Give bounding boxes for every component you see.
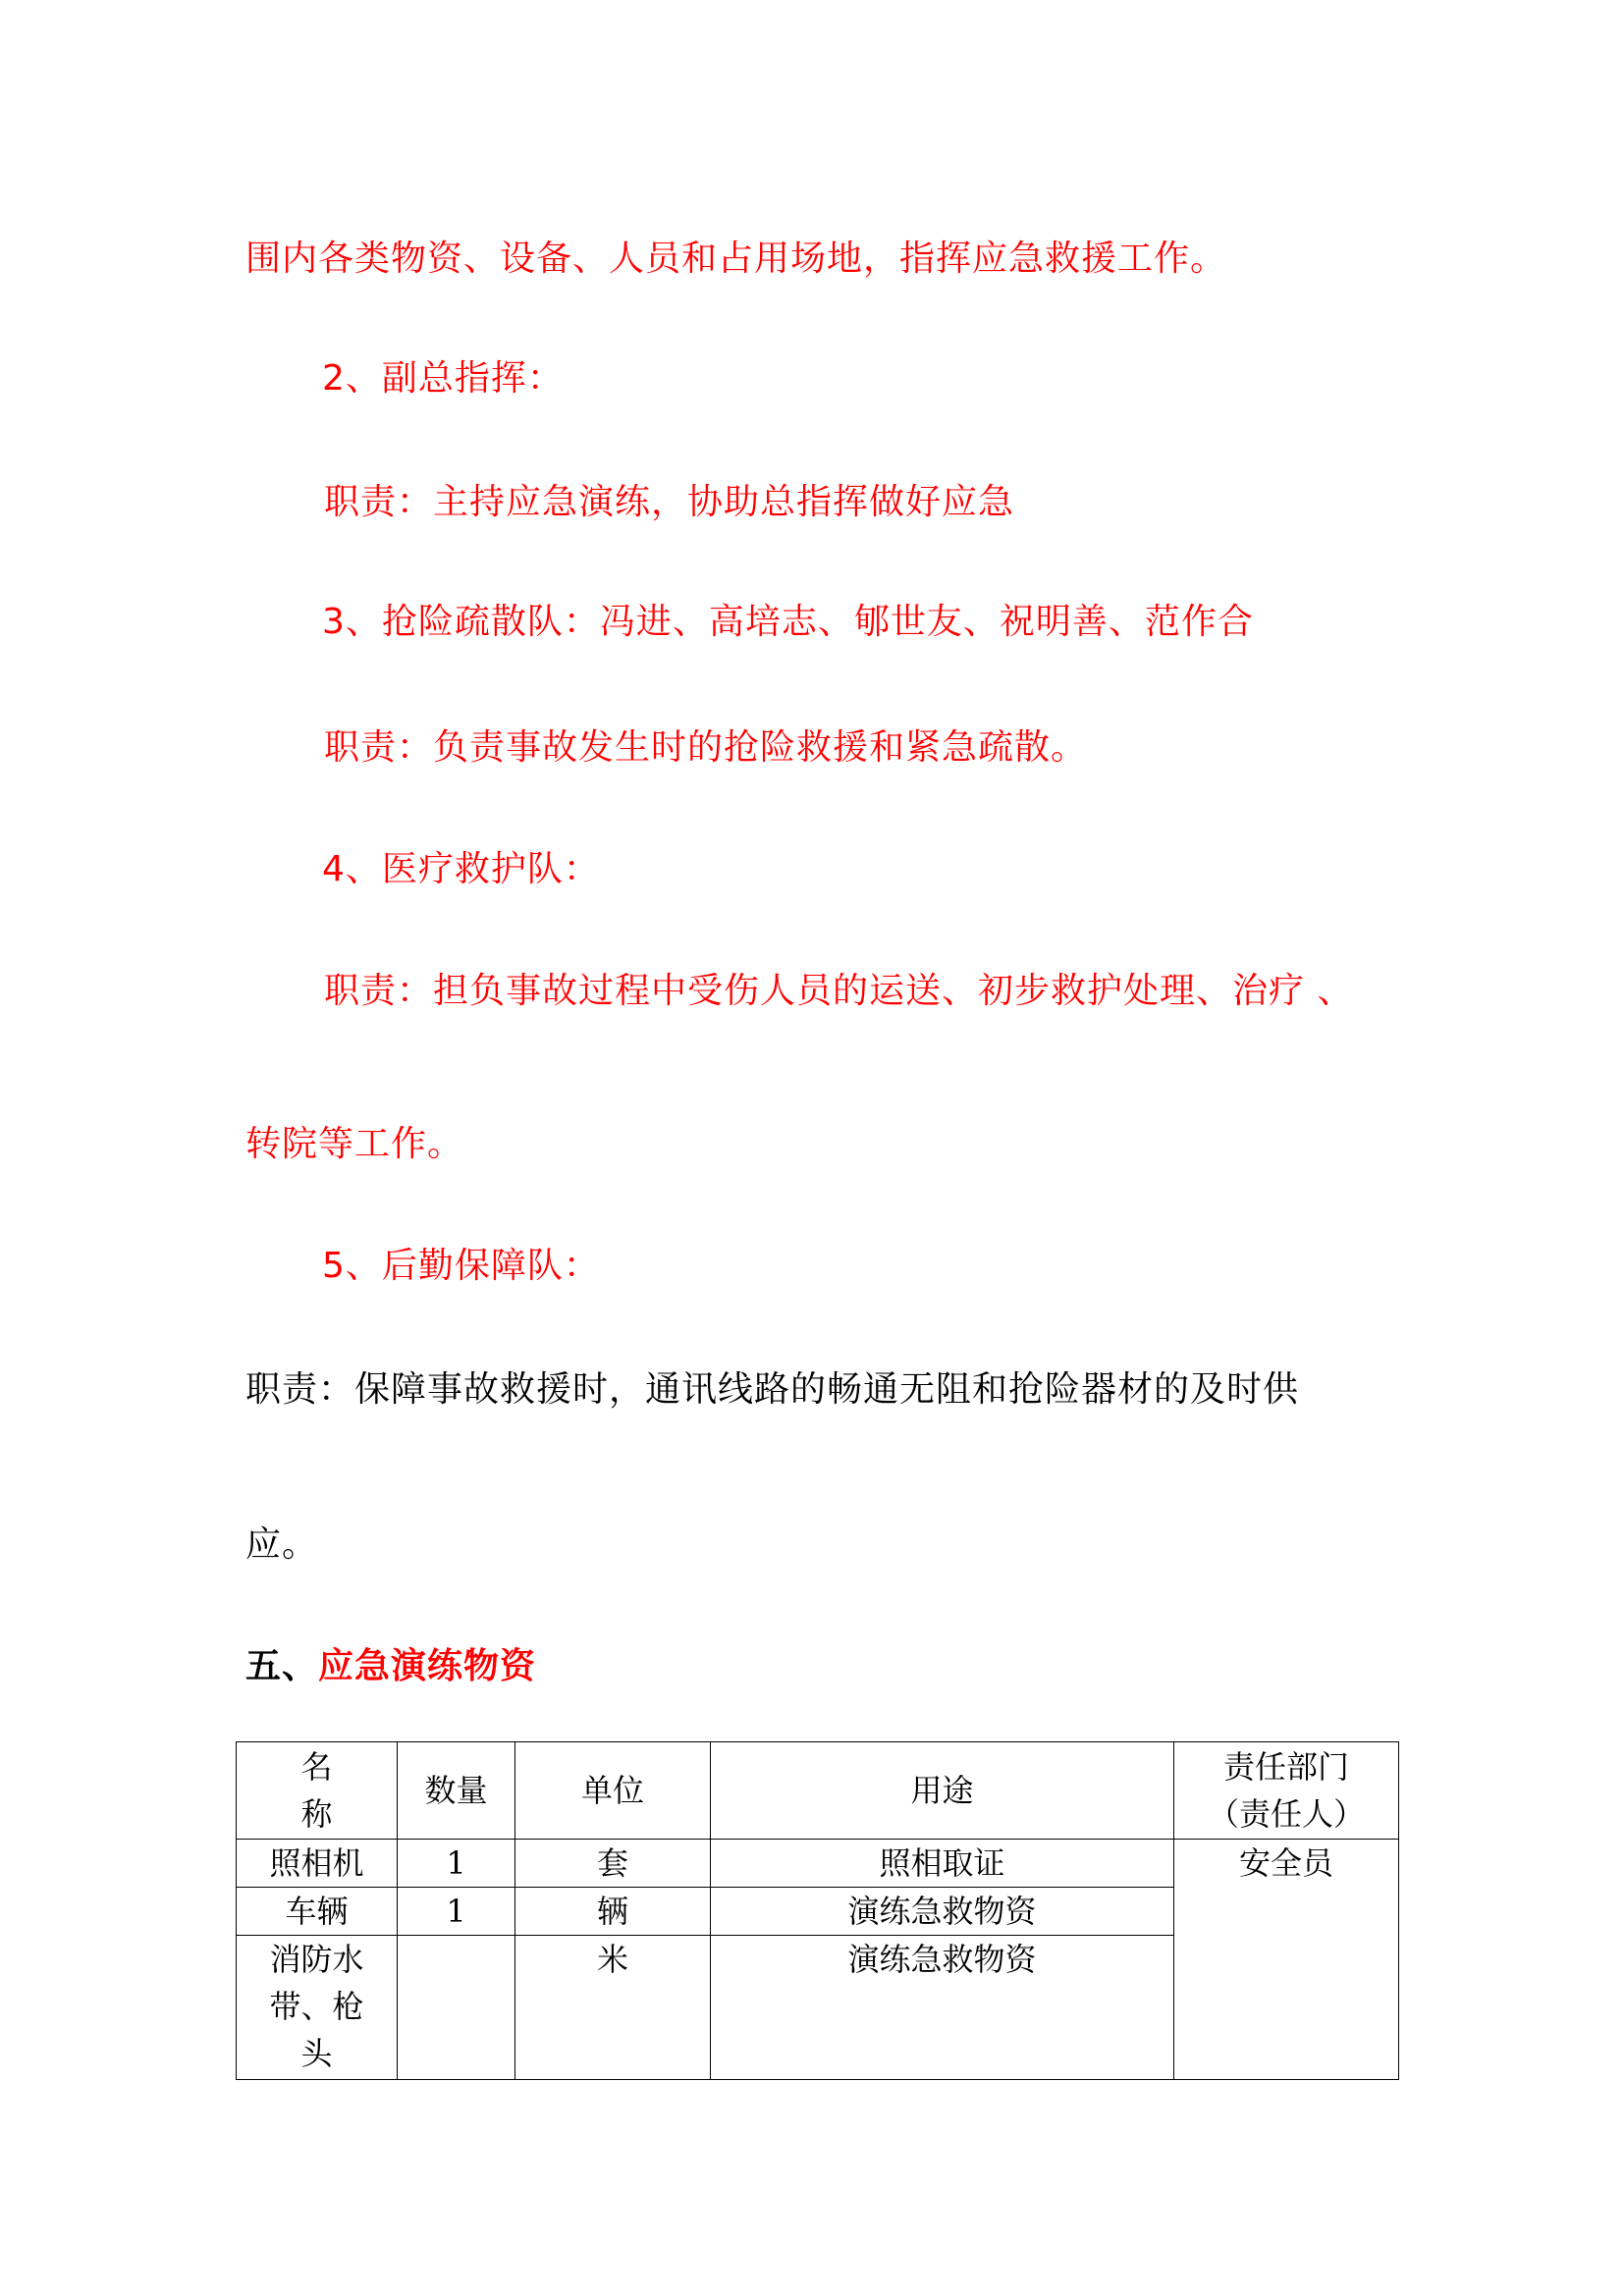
cell-use: 照相取证 bbox=[711, 1840, 1174, 1888]
medical-team-duty-cont: 转院等工作。 bbox=[245, 1124, 464, 1164]
header-qty: 数量 bbox=[398, 1742, 515, 1840]
section-title: 应急演练物资 bbox=[318, 1646, 537, 1686]
medical-team-heading: 4、医疗救护队： bbox=[322, 849, 600, 889]
cell-unit: 米 bbox=[515, 1936, 711, 2080]
table-row bbox=[237, 1840, 1399, 1888]
cell-name: 车辆 bbox=[237, 1888, 398, 1936]
cell-use: 演练急救物资 bbox=[711, 1888, 1174, 1936]
logistics-team-duty-cont: 应。 bbox=[245, 1524, 319, 1565]
logistics-team-duty: 职责：保障事故救援时，通讯线路的畅通无阻和抢险器材的及时供 bbox=[245, 1369, 1300, 1410]
cell-responsible: 安全员 bbox=[1174, 1840, 1399, 2080]
cell-unit: 辆 bbox=[515, 1888, 711, 1936]
header-dept: 责任部门（责任人） bbox=[1174, 1742, 1399, 1840]
rescue-team-heading: 3、抢险疏散队：冯进、高培志、郇世友、祝明善、范作合 bbox=[322, 602, 1254, 642]
deputy-commander-heading: 2、副总指挥： bbox=[322, 358, 564, 399]
header-name: 名 称 bbox=[237, 1742, 398, 1840]
cell-qty: 1 bbox=[398, 1888, 515, 1936]
logistics-team-heading: 5、后勤保障队： bbox=[322, 1246, 600, 1286]
text-line-1: 围内各类物资、设备、人员和占用场地，指挥应急救援工作。 bbox=[245, 239, 1227, 279]
cell-qty bbox=[398, 1936, 515, 2080]
materials-table bbox=[236, 1741, 1399, 2080]
cell-use: 演练急救物资 bbox=[711, 1936, 1174, 2080]
cell-qty: 1 bbox=[398, 1840, 515, 1888]
deputy-commander-duty: 职责：主持应急演练，协助总指挥做好应急 bbox=[324, 482, 1015, 522]
cell-unit: 套 bbox=[515, 1840, 711, 1888]
section-number: 五、 bbox=[245, 1646, 319, 1686]
medical-team-duty: 职责：担负事故过程中受伤人员的运送、初步救护处理、治疗 、 bbox=[324, 971, 1354, 1011]
cell-name: 照相机 bbox=[237, 1840, 398, 1888]
cell-name: 消防水带、枪头 bbox=[237, 1936, 398, 2080]
header-unit: 单位 bbox=[515, 1742, 711, 1840]
rescue-team-duty: 职责：负责事故发生时的抢险救援和紧急疏散。 bbox=[324, 727, 1088, 768]
table-header-row bbox=[237, 1742, 1399, 1840]
section-heading bbox=[245, 1643, 536, 1690]
header-use: 用途 bbox=[711, 1742, 1174, 1840]
